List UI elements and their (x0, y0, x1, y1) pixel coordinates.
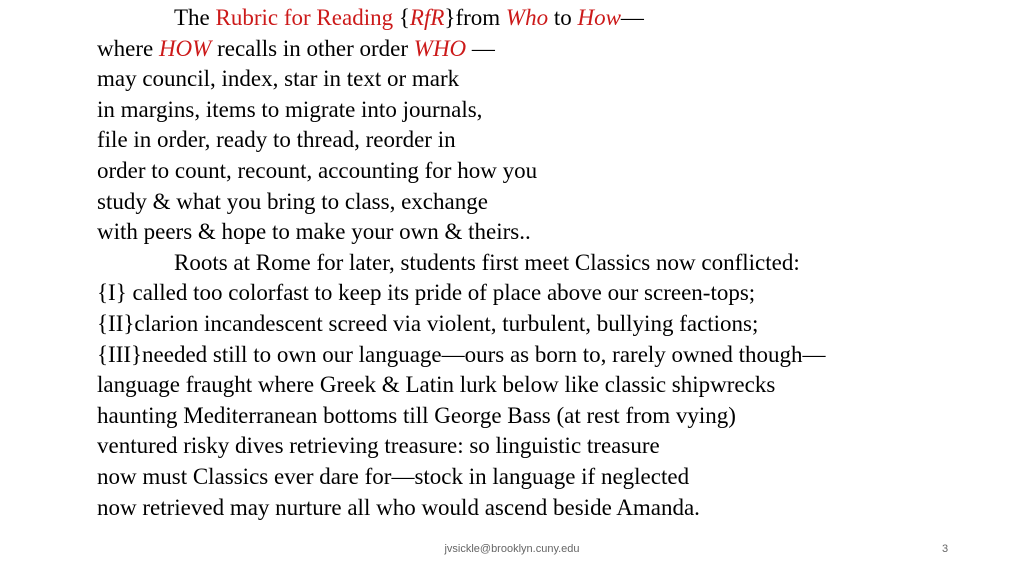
poem-line: {III}needed still to own our language—ours as born to, rarely owned though— (97, 341, 826, 367)
poem-line: language fraught where Greek & Latin lurk below like classic shipwrecks (97, 372, 776, 398)
line2-end: — (466, 35, 495, 61)
title-from: from (455, 5, 506, 30)
poem-line: now must Classics ever dare for—stock in language if neglected (97, 463, 690, 489)
poem-text (97, 3, 997, 523)
title-dash: — (620, 5, 644, 30)
footer-email: jvsickle@brooklyn.cuny.edu (444, 543, 580, 555)
poem-title-line (97, 3, 997, 34)
title-to: to (548, 5, 578, 30)
poem-line: may council, index, star in text or mark (97, 66, 460, 92)
poem-line: haunting Mediterranean bottoms till George Bass (at rest from vying) (97, 402, 736, 428)
poem-line: file in order, ready to thread, reorder in (97, 127, 456, 153)
title-brace-close: } (444, 5, 456, 30)
poem-line: {II}clarion incandescent screed via violent, turbulent, bullying factions; (97, 310, 759, 336)
title-brace-open: { (393, 5, 410, 30)
line2-who: WHO (413, 35, 467, 61)
line2-where: where (97, 35, 159, 61)
poem-line: with peers & hope to make your own & theirs.. (97, 219, 531, 245)
poem-line-stanza-start: Roots at Rome for later, students first meet Classics now conflicted: (174, 249, 800, 275)
line2-mid: recalls in other order (211, 35, 414, 61)
poem-line: in margins, items to migrate into journals, (97, 96, 483, 122)
poem-line-2 (97, 34, 997, 65)
title-rfr: RfR (409, 5, 445, 30)
poem-line: {I} called too colorfast to keep its pride of place above our screen-tops; (97, 280, 756, 306)
poem-line: study & what you bring to class, exchange (97, 188, 488, 214)
slide-page-number: 3 (941, 543, 949, 555)
poem-line: ventured risky dives retrieving treasure: so linguistic treasure (97, 433, 660, 459)
line2-how: HOW (158, 35, 212, 61)
poem-line: now retrieved may nurture all who would ascend beside Amanda. (97, 494, 700, 520)
poem-line: order to count, recount, accounting for how you (97, 157, 538, 183)
title-rubric: Rubric for Reading (215, 5, 394, 30)
title-who: Who (505, 5, 549, 30)
title-how: How (577, 5, 621, 30)
title-the: The (174, 5, 216, 30)
